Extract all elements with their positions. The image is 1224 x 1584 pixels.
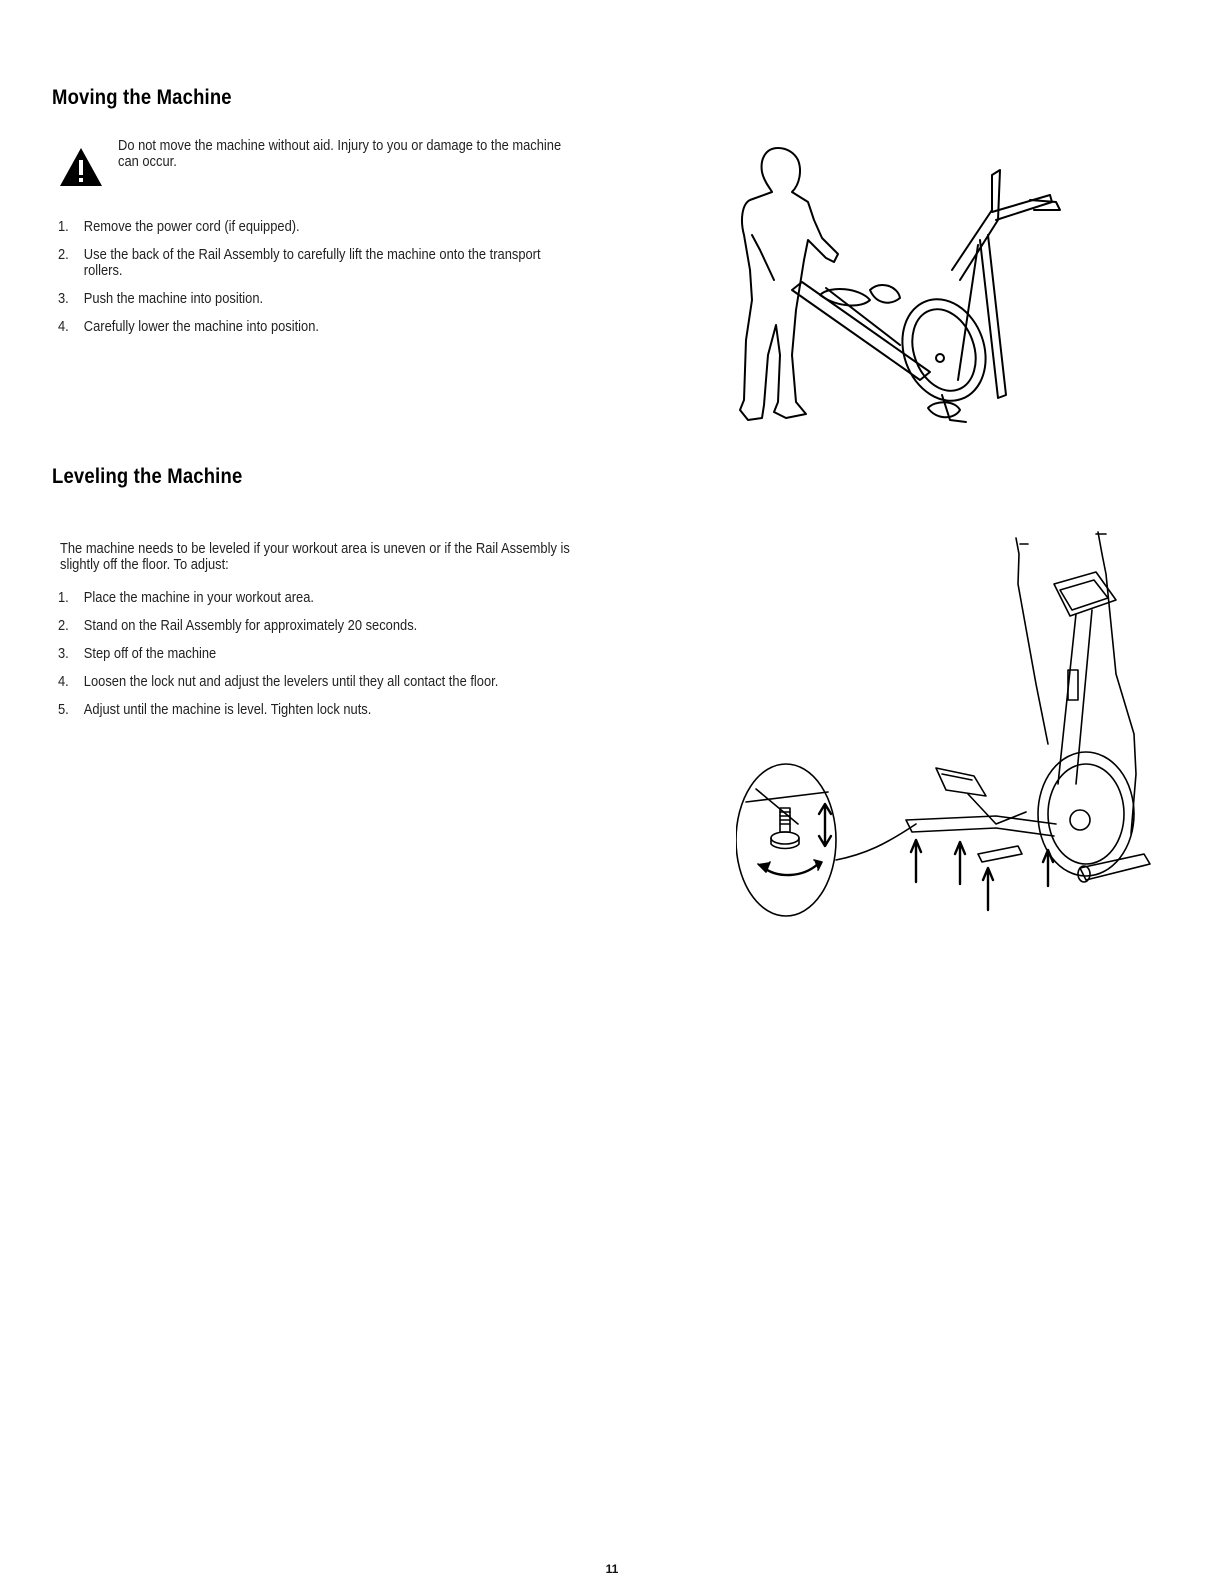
step-text: Carefully lower the machine into position.: [83, 318, 319, 335]
step-text: Remove the power cord (if equipped).: [83, 218, 300, 235]
list-item: [58, 674, 643, 690]
intro-line-1: The machine needs to be leveled if your workout area is uneven or if the Rail Assembly is: [60, 540, 570, 557]
leveler-detail-callout: [736, 764, 916, 916]
vertical-adjust-arrow: [819, 804, 831, 846]
list-item: [58, 291, 643, 307]
step-text: Place the machine in your workout area.: [83, 589, 314, 606]
list-item: [58, 702, 643, 718]
step-number: 2.: [58, 617, 69, 634]
step-text-continued: rollers.: [83, 262, 123, 279]
warning-triangle-icon: [58, 146, 104, 188]
moving-machine-illustration: [730, 140, 1070, 430]
leveling-heading: Leveling the Machine: [52, 465, 243, 488]
rotate-arrow: [764, 864, 818, 875]
list-item: [58, 618, 643, 634]
leveler-arrows: [911, 840, 1053, 910]
leveler-foot: [771, 832, 799, 844]
moving-heading: Moving the Machine: [52, 86, 232, 109]
step-number: 4.: [58, 318, 69, 335]
flywheel: [1038, 752, 1134, 876]
person-figure: [740, 148, 838, 420]
mast: [1058, 610, 1092, 784]
step-text: Step off of the machine: [83, 645, 217, 662]
pedal-right: [870, 285, 900, 303]
list-item: [58, 247, 643, 279]
warning-line-1: Do not move the machine without aid. Injury to you or damage to the machine: [118, 137, 562, 154]
moving-steps: [58, 219, 643, 347]
step-number: 5.: [58, 701, 69, 718]
list-item: [58, 590, 643, 606]
step-text: Adjust until the machine is level. Tighten lock nuts.: [83, 701, 372, 718]
leveling-machine-illustration: [736, 524, 1166, 924]
warning-line-2: can occur.: [118, 153, 177, 170]
list-item: [58, 219, 643, 235]
step-text: Stand on the Rail Assembly for approximately 20 seconds.: [83, 617, 418, 634]
page-number: 11: [605, 1562, 619, 1576]
handle-left: [1016, 538, 1048, 744]
step-number: 1.: [58, 589, 69, 606]
step-number: 3.: [58, 290, 69, 307]
list-item: [58, 319, 643, 335]
step-number: 3.: [58, 645, 69, 662]
step-number: 1.: [58, 218, 69, 235]
step-text: Use the back of the Rail Assembly to carefully lift the machine onto the transport: [83, 246, 541, 263]
step-number: 2.: [58, 246, 69, 263]
pedal: [936, 768, 986, 796]
step-text: Loosen the lock nut and adjust the levelers until they all contact the floor.: [83, 673, 499, 690]
leveling-intro: [60, 541, 645, 573]
step-text: Push the machine into position.: [83, 290, 264, 307]
leveling-steps: [58, 590, 643, 730]
rail-assembly: [906, 816, 1056, 836]
list-item: [58, 646, 643, 662]
flywheel: [889, 287, 1000, 412]
warning-text: [118, 138, 686, 170]
step-number: 4.: [58, 673, 69, 690]
intro-line-2: slightly off the floor. To adjust:: [60, 556, 229, 573]
rail-assembly: [792, 282, 930, 380]
elliptical-machine: [906, 532, 1150, 882]
